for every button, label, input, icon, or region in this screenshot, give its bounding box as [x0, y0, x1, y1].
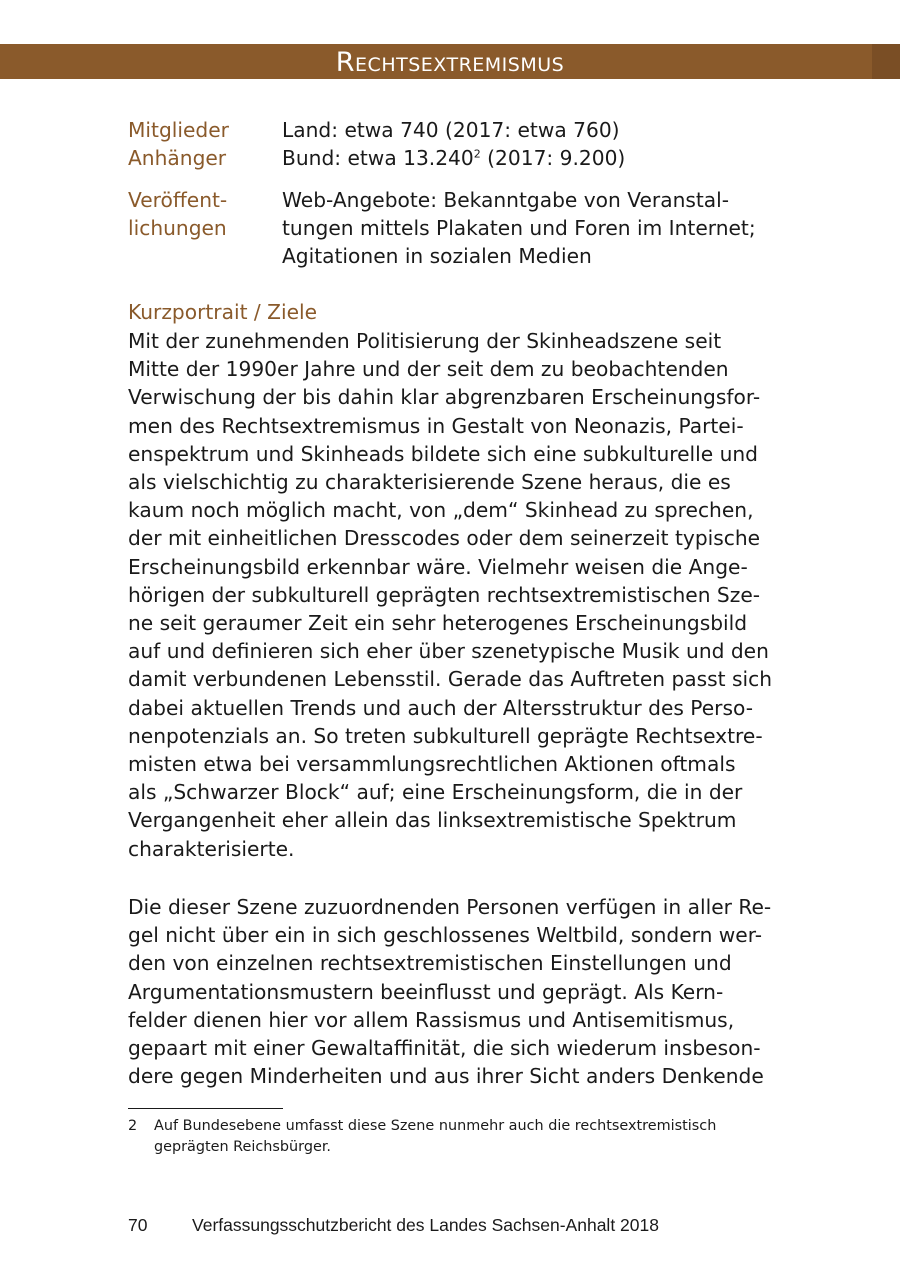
- paragraph-line: Argumentationsmustern beeinflusst und geprägt. Als Kern-: [128, 979, 724, 1004]
- publications-label-line: Veröffent-: [128, 188, 228, 212]
- members-value: [282, 116, 802, 172]
- paragraph-line: auf und definieren sich eher über szenetypische Musik und den: [128, 639, 769, 664]
- members-federal-main: Bund: etwa 13.240: [282, 146, 474, 170]
- section-banner: [0, 44, 900, 79]
- paragraph-line: misten etwa bei versammlungsrechtlichen Aktionen oftmals: [128, 752, 736, 777]
- paragraph-line: ne seit geraumer Zeit ein sehr heterogenes Erscheinungsbild: [128, 611, 748, 636]
- page-number: 70: [128, 1215, 148, 1235]
- paragraph-line: der mit einheitlichen Dresscodes oder dem seinerzeit typische: [128, 526, 761, 551]
- footnote-divider: [128, 1108, 283, 1109]
- members-federal-value: [282, 144, 802, 172]
- footnote-line: geprägten Reichsbürger.: [154, 1139, 331, 1155]
- paragraph-line: dabei aktuellen Trends und auch der Altersstruktur des Perso-: [128, 695, 754, 720]
- paragraph-line: men des Rechtsextremismus in Gestalt von Neonazis, Partei-: [128, 413, 744, 438]
- paragraph-line: damit verbundenen Lebensstil. Gerade das Auftreten passt sich: [128, 667, 773, 692]
- paragraph-line: kaum noch möglich macht, von „dem“ Skinhead zu sprechen,: [128, 498, 754, 523]
- paragraph-line: enspektrum und Skinheads bildete sich eine subkulturelle und: [128, 441, 758, 466]
- publications-label-line: lichungen: [128, 216, 227, 240]
- paragraph-line: charakterisierte.: [128, 836, 295, 861]
- publications-label: [128, 186, 278, 242]
- paragraph-line: dere gegen Minderheiten und aus ihrer Sicht anders Denkende: [128, 1064, 764, 1089]
- supporters-label-line: Anhänger: [128, 146, 227, 170]
- members-federal-prev: (2017: 9.200): [480, 146, 626, 170]
- section-heading: Kurzportrait / Ziele: [128, 300, 318, 324]
- paragraph-line: Verwischung der bis dahin klar abgrenzbaren Erscheinungsfor-: [128, 385, 761, 410]
- paragraph-line: gepaart mit einer Gewaltaffinität, die sich wiederum insbeson-: [128, 1036, 761, 1061]
- page-title: Rechtsextremismus: [335, 47, 565, 78]
- footnote-text: [154, 1116, 754, 1158]
- footnote-number: 2: [128, 1118, 138, 1134]
- paragraph-line: als vielschichtig zu charakterisierende Szene heraus, die es: [128, 470, 731, 495]
- paragraph-line: als „Schwarzer Block“ auf; eine Erscheinungsform, die in der: [128, 780, 743, 805]
- members-label-line: Mitglieder: [128, 118, 229, 142]
- paragraph-line: Mit der zunehmenden Politisierung der Skinheadszene seit: [128, 329, 722, 353]
- paragraph-line: Die dieser Szene zuzuordnenden Personen verfügen in aller Re-: [128, 895, 772, 919]
- paragraph-line: Mitte der 1990er Jahre und der seit dem zu beobachtenden: [128, 357, 729, 382]
- paragraph-line: den von einzelnen rechtsextremistischen Einstellungen und: [128, 951, 732, 976]
- publication-title: Verfassungsschutzbericht des Landes Sachsen-Anhalt 2018: [192, 1215, 659, 1235]
- publications-value: [282, 186, 802, 270]
- paragraph-line: felder dienen hier vor allem Rassismus und Antisemitismus,: [128, 1007, 735, 1032]
- paragraph-line: gel nicht über ein in sich geschlossenes Weltbild, sondern wer-: [128, 923, 763, 948]
- body-paragraph: [128, 327, 778, 863]
- members-state-value: Land: etwa 740 (2017: etwa 760): [282, 118, 620, 142]
- members-label: [128, 116, 278, 172]
- paragraph-line: Erscheinungsbild erkennbar wäre. Vielmehr weisen die Ange-: [128, 554, 748, 579]
- paragraph-line: Vergangenheit eher allein das linksextremistische Spektrum: [128, 808, 737, 833]
- body-paragraph: [128, 893, 778, 1090]
- paragraph-line: hörigen der subkulturell geprägten rechtsextremistischen Sze-: [128, 582, 761, 607]
- footnote-ref: 2: [473, 147, 481, 161]
- publications-value-line: Agitationen in sozialen Medien: [282, 244, 592, 268]
- publications-value-line: tungen mittels Plakaten und Foren im Internet;: [282, 216, 756, 240]
- footnote-line: Auf Bundesebene umfasst diese Szene nunmehr auch die rechtsextremistisch: [154, 1118, 717, 1134]
- paragraph-line: nenpotenzials an. So treten subkulturell geprägte Rechtsextre-: [128, 723, 763, 748]
- publications-value-line: Web-Angebote: Bekanntgabe von Veranstal-: [282, 188, 730, 212]
